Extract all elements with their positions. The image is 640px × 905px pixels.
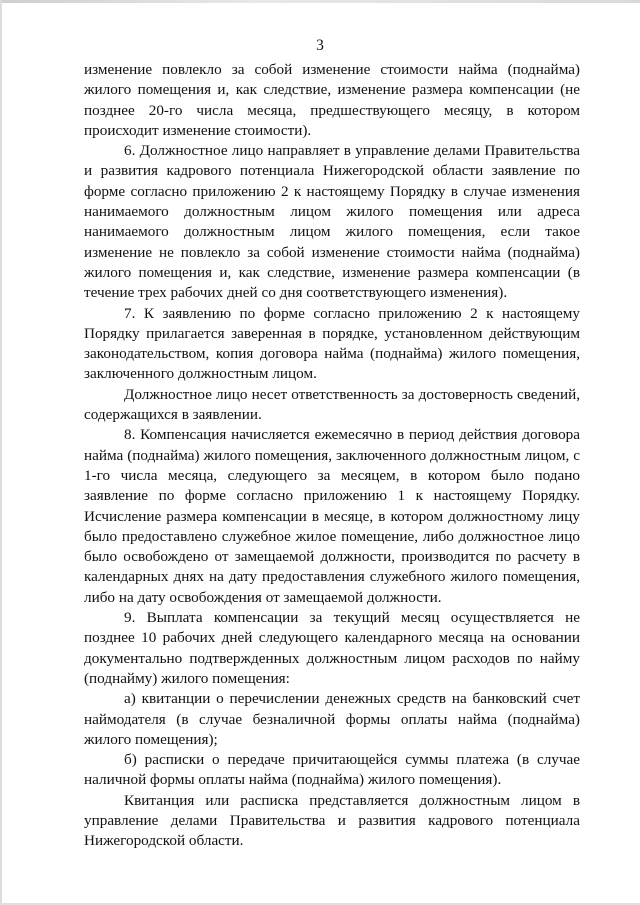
- paragraph-responsibility: Должностное лицо несет ответственность за достоверность сведений, содержащихся в заявлении.: [84, 385, 580, 424]
- paragraph-item-8: 8. Компенсация начисляется ежемесячно в период действия договора найма (поднайма) жилого помещения, заключенного должностным лицом, с 1-го числа месяца, следующего за месяцем, в котором было подано заявление по форме согласно приложению 1 к настоящему Порядку. Исчисление размера компенсации в месяце, в котором должностному лицу было предоставлено служебное жилое помещение, либо должностное лицо было освобождено от замещаемой должности, производится по расчету в календарных днях на дату предоставления служебного жилого помещения, либо на дату освобождения от замещаемой должности.: [84, 426, 580, 606]
- scan-edge-left: [0, 0, 2, 905]
- paragraph-item-9: 9. Выплата компенсации за текущий месяц осуществляется не позднее 10 рабочих дней следующего календарного месяца на основании документально подтвержденных должностным лицом расходов по найму (поднайму) жилого помещения:: [84, 609, 580, 687]
- document-body: [84, 60, 580, 852]
- page-number: 3: [316, 37, 324, 54]
- paragraph-receipt: Квитанция или расписка представляется должностным лицом в управление делами Правительства и развития кадрового потенциала Нижегородской области.: [84, 791, 580, 850]
- paragraph-subitem-a: а) квитанции о перечислении денежных средств на банковский счет наймодателя (в случае безналичной формы оплаты найма (поднайма) жилого помещения);: [84, 690, 580, 748]
- paragraph-item-6: 6. Должностное лицо направляет в управление делами Правительства и развития кадрового потенциала Нижегородской области заявление по форме согласно приложению 2 к настоящему Порядку в случае изменения нанимаемого должностным лицом жилого помещения или адреса нанимаемого должностным лицом жилого помещения, если такое изменение не повлекло за собой изменение стоимости найма (поднайма) жилого помещения и, как следствие, изменение размера компенсации (в течение трех рабочих дней со дня соответствующего изменения).: [84, 142, 580, 302]
- scan-edge-top: [0, 0, 640, 3]
- paragraph-continuation: изменение повлекло за собой изменение стоимости найма (поднайма) жилого помещения и, как следствие, изменение размера компенсации (не позднее 20-го числа месяца, предшествующего месяцу, в котором происходит изменение стоимости).: [84, 61, 580, 139]
- paragraph-item-7: 7. К заявлению по форме согласно приложению 2 к настоящему Порядку прилагается заверенная в порядке, установленном действующим законодательством, копия договора найма (поднайма) жилого помещения, заключенного должностным лицом.: [84, 304, 580, 383]
- paragraph-subitem-b: б) расписки о передаче причитающейся суммы платежа (в случае наличной формы оплаты найма (поднайма) жилого помещения).: [84, 751, 580, 789]
